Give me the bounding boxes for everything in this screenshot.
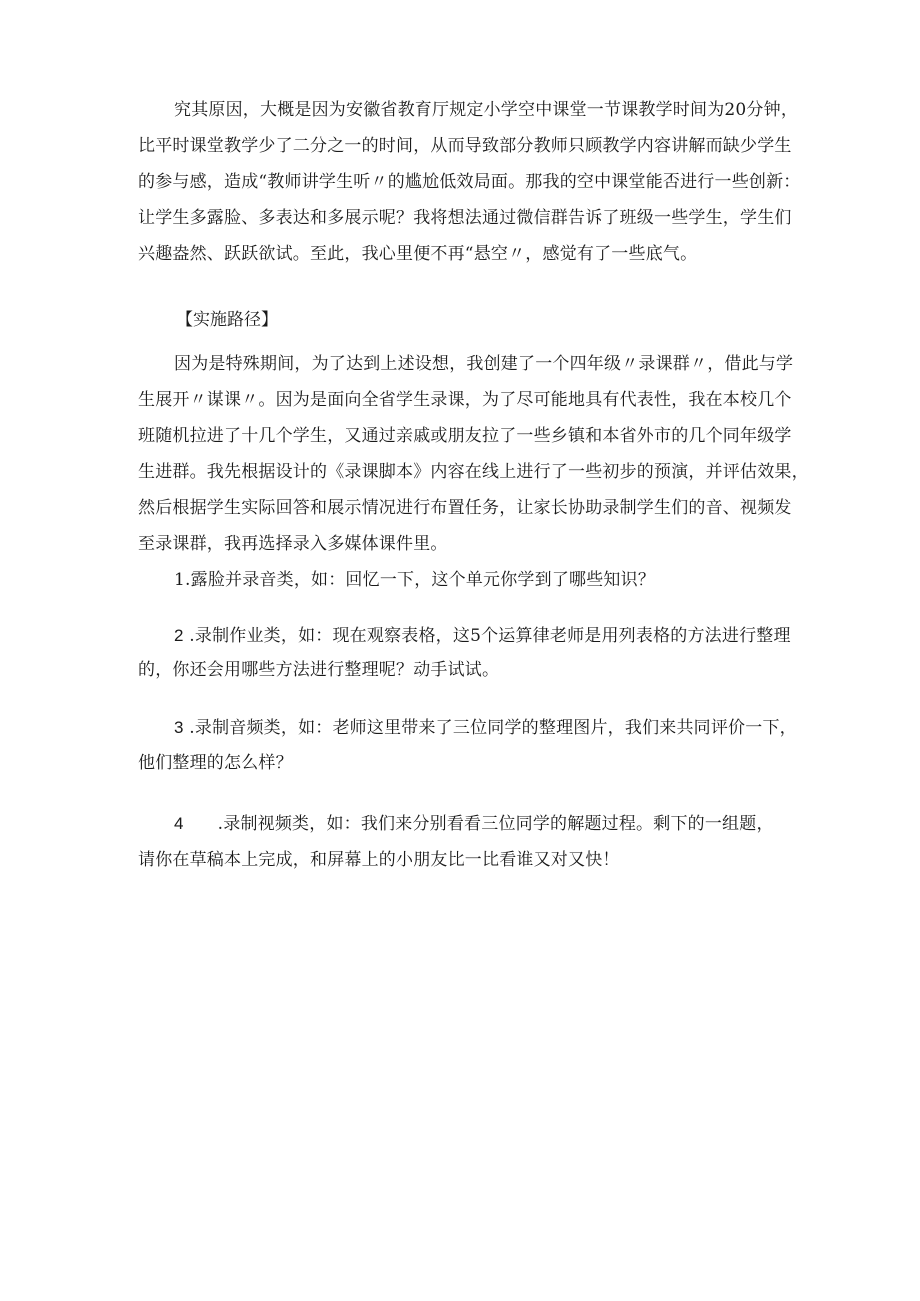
- paragraph1-line3: 的参与感，造成“教师讲学生听〃的尴尬低效局面。那我的空中课堂能否进行一些创新：: [138, 172, 801, 192]
- list-item-4-number: 4: [174, 814, 184, 833]
- paragraph2-line2: 生展开〃谋课〃。因为是面向全省学生录课，为了尽可能地具有代表性，我在本校几个: [138, 390, 792, 410]
- paragraph1-line4: 让学生多露脸、多表达和多展示呢？我将想法通过微信群告诉了班级一些学生，学生们: [138, 208, 792, 228]
- paragraph1-line1: 究其原因，大概是因为安徽省教育厅规定小学空中课堂一节课教学时间为20分钟，: [174, 100, 799, 120]
- paragraph2-line5: 然后根据学生实际回答和展示情况进行布置任务，让家长协助录制学生们的音、视频发: [138, 498, 792, 518]
- list-item-2-line1: [174, 626, 791, 646]
- paragraph1-line5: 兴趣盎然、跃跃欲试。至此，我心里便不再“悬空〃，感觉有了一些底气。: [138, 244, 698, 264]
- list-item-3-line2: 他们整理的怎么样？: [138, 753, 293, 773]
- list-item-4-line1: [174, 814, 774, 834]
- list-item-2-line2: 的，你还会用哪些方法进行整理呢？动手试试。: [138, 660, 500, 680]
- paragraph2-line1: 因为是特殊期间，为了达到上述设想，我创建了一个四年级〃录课群〃，借此与学: [174, 354, 794, 374]
- paragraph2-line3: 班随机拉进了十几个学生，又通过亲戚或朋友拉了一些乡镇和本省外市的几个同年级学: [138, 426, 792, 446]
- list-item-3-line1: [174, 718, 797, 738]
- list-item-3-number: 3: [174, 718, 184, 737]
- list-item-4-line2: 请你在草稿本上完成，和屏幕上的小朋友比一比看谁又对又快！: [138, 850, 620, 870]
- section-heading: 【实施路径】: [176, 310, 278, 330]
- list-item-2-number: 2: [174, 626, 184, 645]
- list-item-3-text: .录制音频类，如：老师这里带来了三位同学的整理图片，我们来共同评价一下，: [183, 718, 797, 738]
- paragraph2-line6: 至录课群，我再选择录入多媒体课件里。: [138, 534, 448, 554]
- list-item-4-text: .录制视频类，如：我们来分别看看三位同学的解题过程。剩下的一组题，: [217, 814, 774, 834]
- paragraph2-line4: 生进群。我先根据设计的《录课脚本》内容在线上进行了一些初步的预演，并评估效果，: [138, 462, 809, 482]
- list-item-1: 1.露脸并录音类，如：回忆一下，这个单元你学到了哪些知识？: [174, 570, 656, 590]
- paragraph1-line2: 比平时课堂教学少了二分之一的时间，从而导致部分教师只顾教学内容讲解而缺少学生: [138, 136, 792, 156]
- list-item-2-text: .录制作业类，如：现在观察表格，这5个运算律老师是用列表格的方法进行整理: [183, 626, 791, 646]
